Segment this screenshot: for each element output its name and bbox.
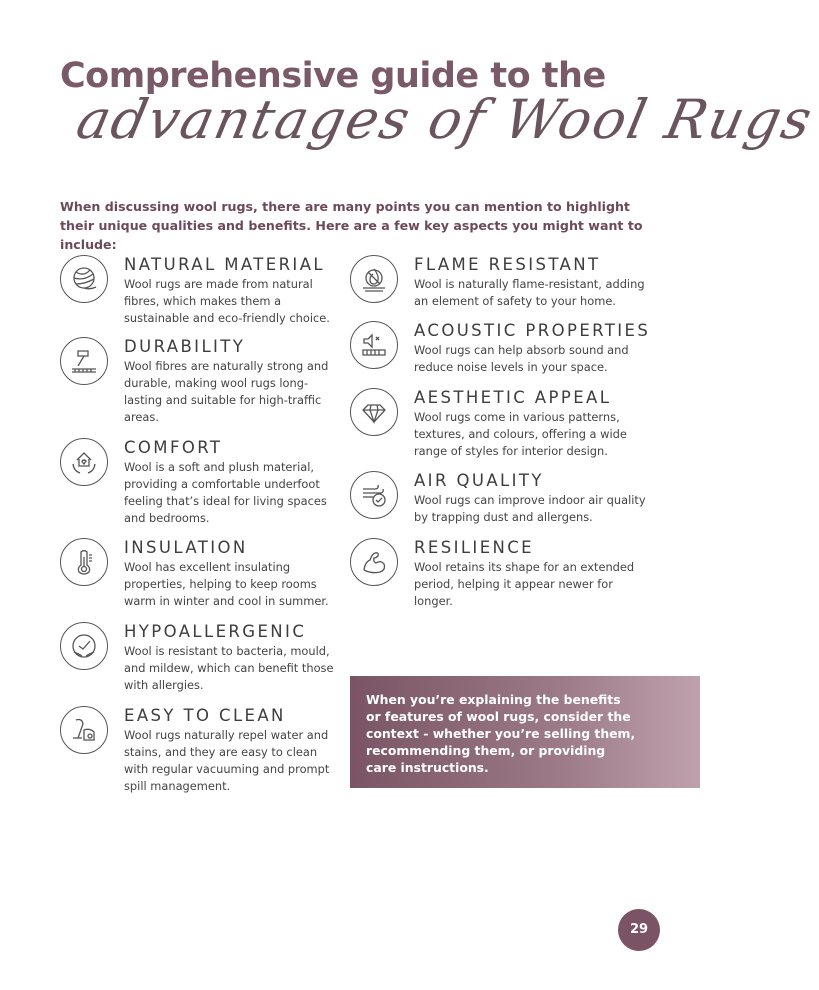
benefit-text: Wool retains its shape for an extended period, helping it appear newer for longer. (414, 560, 635, 608)
benefit-text: Wool rugs can help absorb sound and reduce noise levels in your space. (414, 343, 629, 374)
page-number: 29 (618, 909, 660, 951)
benefit-title: NATURAL MATERIAL (124, 255, 325, 274)
benefit-title: ACOUSTIC PROPERTIES (414, 321, 651, 340)
leaf-shield-icon (60, 622, 108, 670)
flexed-arm-icon (350, 538, 398, 586)
hammer-icon (60, 337, 108, 385)
benefit-title: AIR QUALITY (414, 471, 544, 490)
yarn-ball-icon (60, 255, 108, 303)
no-fire-icon (350, 255, 398, 303)
diamond-icon (350, 388, 398, 436)
benefit-text: Wool is a soft and plush material, providing a comfortable underfoot feeling that’s ideal for living spaces and bedrooms. (124, 460, 327, 525)
benefit-title: AESTHETIC APPEAL (414, 388, 612, 407)
benefit-text: Wool is resistant to bacteria, mould, and mildew, which can benefit those with allergies. (124, 644, 334, 692)
benefit-text: Wool is naturally flame-resistant, adding an element of safety to your home. (414, 277, 645, 308)
benefit-text: Wool rugs are made from natural fibres, which makes them a sustainable and eco-friendly choice. (124, 277, 330, 325)
vacuum-icon (60, 706, 108, 754)
air-check-icon (350, 471, 398, 519)
benefit-title: HYPOALLERGENIC (124, 622, 307, 641)
thermometer-icon (60, 538, 108, 586)
benefit-title: INSULATION (124, 538, 248, 557)
sound-absorb-icon (350, 321, 398, 369)
benefit-text: Wool rugs naturally repel water and stains, and they are easy to clean with regular vacuuming and prompt spill management. (124, 728, 330, 793)
intro-paragraph: When discussing wool rugs, there are many points you can mention to highlight their unique qualities and benefits. Here are a few key aspects you might want to include: (60, 199, 643, 252)
home-hands-icon (60, 438, 108, 486)
benefit-text: Wool has excellent insulating properties, helping to keep rooms warm in winter and cool in summer. (124, 560, 329, 608)
benefit-title: DURABILITY (124, 337, 246, 356)
callout-box (350, 676, 700, 788)
benefit-text: Wool fibres are naturally strong and durable, making wool rugs long-lasting and suitable for high-traffic areas. (124, 359, 329, 424)
page-subtitle-script: advantages of Wool Rugs (71, 88, 819, 151)
benefit-text: Wool rugs come in various patterns, textures, and colours, offering a wide range of styles for interior design. (414, 410, 627, 458)
page-title: Comprehensive guide to the (60, 56, 606, 96)
benefit-title: COMFORT (124, 438, 223, 457)
benefit-text: Wool rugs can improve indoor air quality by trapping dust and allergens. (414, 493, 646, 524)
callout-text: When you’re explaining the benefits or features of wool rugs, consider the context - whether you’re selling them, recommending them, or providing care instructions. (366, 692, 636, 775)
benefit-title: RESILIENCE (414, 538, 535, 557)
benefit-title: EASY TO CLEAN (124, 706, 286, 725)
benefit-title: FLAME RESISTANT (414, 255, 601, 274)
